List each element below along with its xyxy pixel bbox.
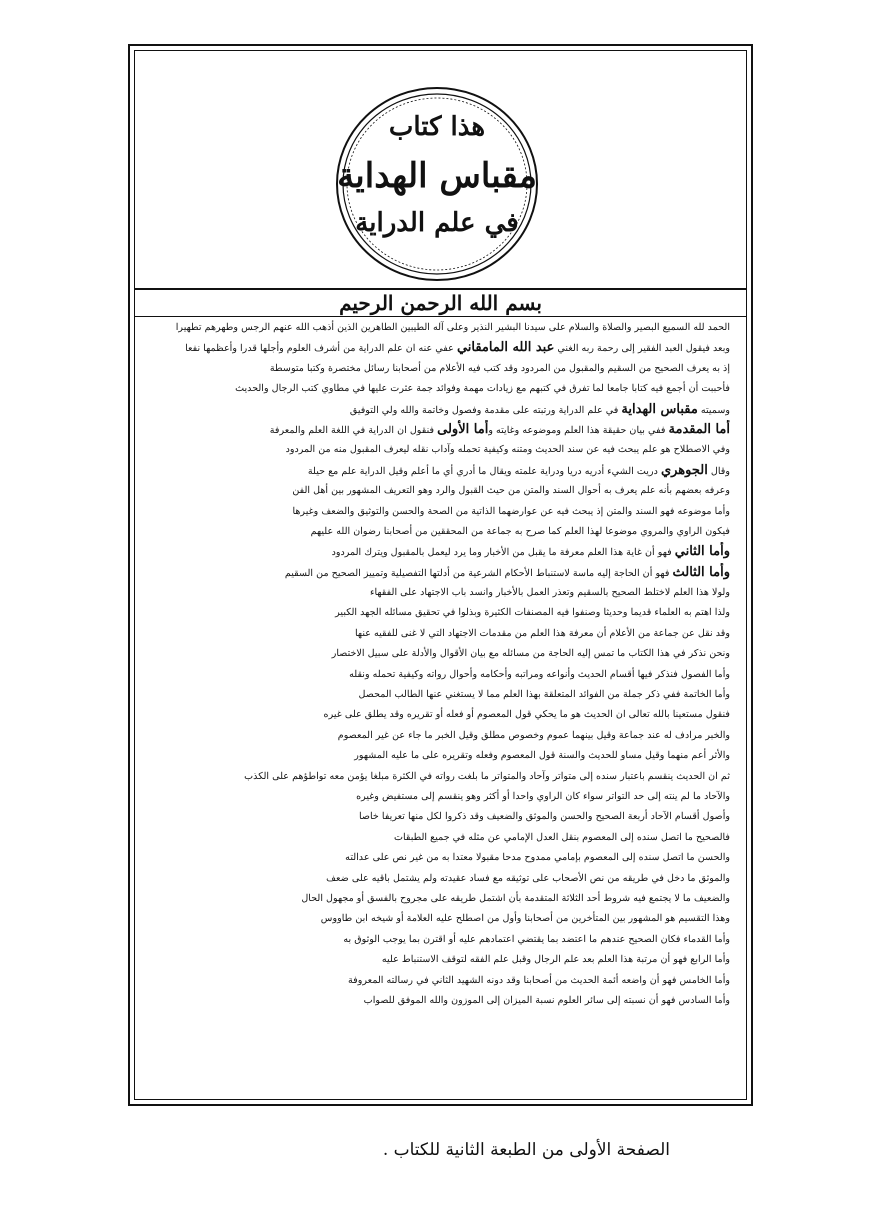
text-line: فالصحيح ما اتصل سنده إلى المعصوم بنقل العدل الإمامي عن مثله في جميع الطبقات <box>393 831 730 843</box>
text-line: وأما الفصول فنذكر فيها أقسام الحديث وأنواعه ومراتبه وأحكامه وأحوال رواته وكيفية تحمله ونقله <box>349 668 730 680</box>
text-line: وأصول أقسام الآحاد أربعة الصحيح والحسن والموثق والضعيف وقد ذكروا لكل منها تعريفا خاصا <box>358 811 730 823</box>
highlight-title: مقباس الهداية <box>621 401 698 417</box>
highlight-jawhari: الجوهري <box>660 462 708 478</box>
text-line: وأما الخاتمة ففي ذكر جملة من الفوائد المتعلقة بهذا العلم مما لا يستغني عنها الطالب المحصل <box>358 689 730 701</box>
text-line: وأما السادس فهو أن نسبته إلى سائر العلوم نسبة الميزان إلى الموزون والله الموفق للصواب <box>363 994 730 1006</box>
text-line: والموثق ما دخل في طريقه من نص الأصحاب على توثيقه مع فساد عقيدته ولم يشتمل باقيه على ضعف <box>326 872 730 884</box>
text-line: وأما الثاني فهو أن غاية هذا العلم معرفة ما يقبل من الأخبار وما يرد ليعمل بالمقبول ويترك المردود <box>331 544 730 560</box>
highlight-second: وأما الثاني <box>674 544 730 560</box>
text-line: وعرفه بعضهم بأنه علم يعرف به أحوال السند والمتن من حيث القبول والرد وهو التعريف المشهور بين أهل الفن <box>292 485 730 497</box>
text-line: ونحن نذكر في هذا الكتاب ما تمس إليه الحاجة من مسائله مع بيان الأقوال والأدلة على سبيل الاختصار <box>331 648 730 660</box>
text-line: ولذا اهتم به العلماء قديما وحديثا وصنفوا فيه المصنفات الكثيرة وبذلوا في تحقيق مسائله الجهد الكبير <box>335 607 730 619</box>
text-line: وأما الرابع فهو أن مرتبة هذا العلم بعد علم الرجال وقبل علم الفقه لتوقف الاستنباط عليه <box>381 954 730 966</box>
seal-line-3: في علم الدراية <box>355 208 519 238</box>
text-line: أما المقدمة ففي بيان حقيقة هذا العلم وموضوعه وغايته وأما الأولى فنقول ان الدراية في اللغة العلم والمعرفة <box>269 421 730 437</box>
text-line: وبعد فيقول العبد الفقير إلى رحمة ربه الغني عبد الله المامقاني عفي عنه ان علم الدراية من أشرف العلوم وأجلها قدرا وأعظمها نفعا <box>185 340 730 356</box>
title-seal <box>333 84 541 284</box>
text-line: وسميته مقباس الهداية في علم الدراية ورتبته على مقدمة وفصول وخاتمة والله ولي التوفيق <box>349 401 730 417</box>
text-line: فنقول مستعينا بالله تعالى ان الحديث هو ما يحكي قول المعصوم أو فعله أو تقريره وقد يطلق على غيره <box>323 709 730 721</box>
basmala: بسم الله الرحمن الرحيم <box>339 291 542 315</box>
text-line: وفي الاصطلاح هو علم يبحث فيه عن سند الحديث ومتنه وكيفية تحمله وآداب نقله ليعرف المقبول منه من المردود <box>285 444 730 456</box>
text-line: والخبر مرادف له عند جماعة وقيل بينهما عموم وخصوص مطلق وقيل الخبر ما جاء عن غير المعصوم <box>337 729 730 741</box>
text-line: وهذا التقسيم هو المشهور بين المتأخرين من أصحابنا وأول من اصطلح عليه العلامة أو شيخه ابن طاووس <box>320 913 730 925</box>
text-line: والأثر أعم منهما وقيل مساو للحديث والسنة قول المعصوم وفعله وتقريره على ما عليه المشهور <box>354 750 730 762</box>
text-line: والحسن ما اتصل سنده إلى المعصوم بإمامي ممدوح مدحا مقبولا معتدا به من غير نص على عدالته <box>345 852 730 864</box>
text-line: ولولا هذا العلم لاختلط الصحيح بالسقيم وتعذر العمل بالأخبار وانسد باب الاجتهاد على الفقهاء <box>369 587 730 599</box>
text-line: والآحاد ما لم ينته إلى حد التواتر سواء كان الراوي واحدا أو أكثر وهو ينقسم إلى مستفيض وغيره <box>356 790 730 802</box>
highlight-third: وأما الثالث <box>672 564 730 580</box>
text-line: وأما موضوعه فهو السند والمتن إذ يبحث فيه عن عوارضهما الذاتية من الصحة والحسن والتوثيق والضعف وغيرها <box>292 505 730 517</box>
text-line: الحمد لله السميع البصير والصلاة والسلام على سيدنا البشير النذير وعلى آله الطيبين الطاهرين الذين أذهب الله عنهم الرجس وطهرهم تطهيرا <box>175 322 730 333</box>
text-line: فأحببت أن أجمع فيه كتابا جامعا لما تفرق في كتبهم مع زيادات مهمة وفوائد جمة عثرت عليها في مطاوي كتب الرجال والحديث <box>235 383 730 395</box>
text-line: وقد نقل عن جماعة من الأعلام أن معرفة هذا العلم من مقدمات الاجتهاد التي لا غنى للفقيه عنها <box>355 627 730 639</box>
basmala-divider <box>134 316 747 317</box>
body-text <box>152 318 730 1011</box>
text-line: إذ به يعرف الصحيح من السقيم والمقبول من المردود وقد كتب فيه الأعلام من أصحابنا رسائل مختصرة وكتبا متوسطة <box>269 362 730 374</box>
page-caption: الصفحة الأولى من الطبعة الثانية للكتاب . <box>382 1140 670 1160</box>
text-line: وقال الجوهري دريت الشيء أدريه دريا ودراية علمته ويقال ما أدري أي ما أعلم وقيل الدراية علم مع حيلة <box>307 462 730 478</box>
text-line: فيكون الراوي والمروي موضوعا لهذا العلم كما صرح به جماعة من المحققين من أصحابنا رضوان الله عليهم <box>310 525 730 537</box>
highlight-first: أما الأولى <box>437 421 489 437</box>
highlight-muqaddima: أما المقدمة <box>668 421 730 437</box>
text-line: وأما الخامس فهو أن واضعه أئمة الحديث من أصحابنا وقد دونه الشهيد الثاني في رسالته المعروفة <box>348 974 730 986</box>
text-line: ثم ان الحديث ينقسم باعتبار سنده إلى متواتر وآحاد والمتواتر ما بلغت رواته في الكثرة مبلغا يؤمن معه تواطؤهم على الكذب <box>244 770 730 782</box>
text-line: وأما القدماء فكان الصحيح عندهم ما اعتضد بما يقتضي اعتمادهم عليه أو اقترن بما يوجب الوثوق به <box>343 933 730 945</box>
highlight-author: عبد الله المامقاني <box>456 340 555 356</box>
text-line: وأما الثالث فهو أن الحاجة إليه ماسة لاستنباط الأحكام الشرعية من أدلتها التفصيلية وتمييز الصحيح من السقيم <box>284 564 730 580</box>
text-line: والضعيف ما لا يجتمع فيه شروط أحد الثلاثة المتقدمة بأن اشتمل طريقه على مجروح بالفسق أو مجهول الحال <box>301 892 730 904</box>
seal-line-2: مقباس الهداية <box>337 156 537 196</box>
seal-line-1: هذا كتاب <box>388 112 486 142</box>
